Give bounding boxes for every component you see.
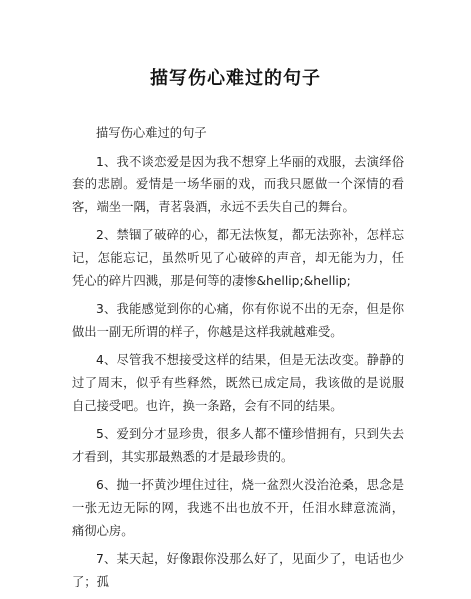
paragraph: 7、某天起，好像跟你没那么好了，见面少了，电话也少了；孤 [72, 552, 404, 589]
paragraph: 5、爱到分才显珍贵，很多人都不懂珍惜拥有，只到失去才看到，其实那最熟悉的才是最珍贵的。 [72, 427, 404, 464]
paragraph: 4、尽管我不想接受这样的结果，但是无法改变。静静的过了周末，似乎有些释然，既然已成定局，我该做的是说服自己接受吧。也许，换一条路，会有不同的结果。 [72, 353, 404, 413]
article-body [72, 122, 404, 599]
paragraph: 1、我不谈恋爱是因为我不想穿上华丽的戏服，去演绎俗套的悲剧。爱情是一场华丽的戏，而我只愿做一个深情的看客，端坐一隅，青茗袅酒，永远不丢失自己的舞台。 [72, 154, 404, 214]
article-subtitle: 描写伤心难过的句子 [96, 126, 207, 140]
paragraph: 3、我能感觉到你的心痛，你有你说不出的无奈，但是你做出一副无所谓的样子，你越是这样我就越难受。 [72, 302, 404, 339]
page-title: 描写伤心难过的句子 [150, 68, 321, 89]
paragraph: 6、抛一抔黄沙埋住过往，烧一盆烈火没治沧桑，思念是一张无边无际的网，我逃不出也放不开，任泪水肆意流淌，痛彻心房。 [72, 478, 404, 538]
paragraph: 2、禁锢了破碎的心，都无法恢复，都无法弥补，怎样忘记，怎能忘记，虽然听见了心破碎的声音，却无能为力，任凭心的碎片四溅，那是何等的凄惨&hellip;&hellip; [72, 228, 404, 288]
